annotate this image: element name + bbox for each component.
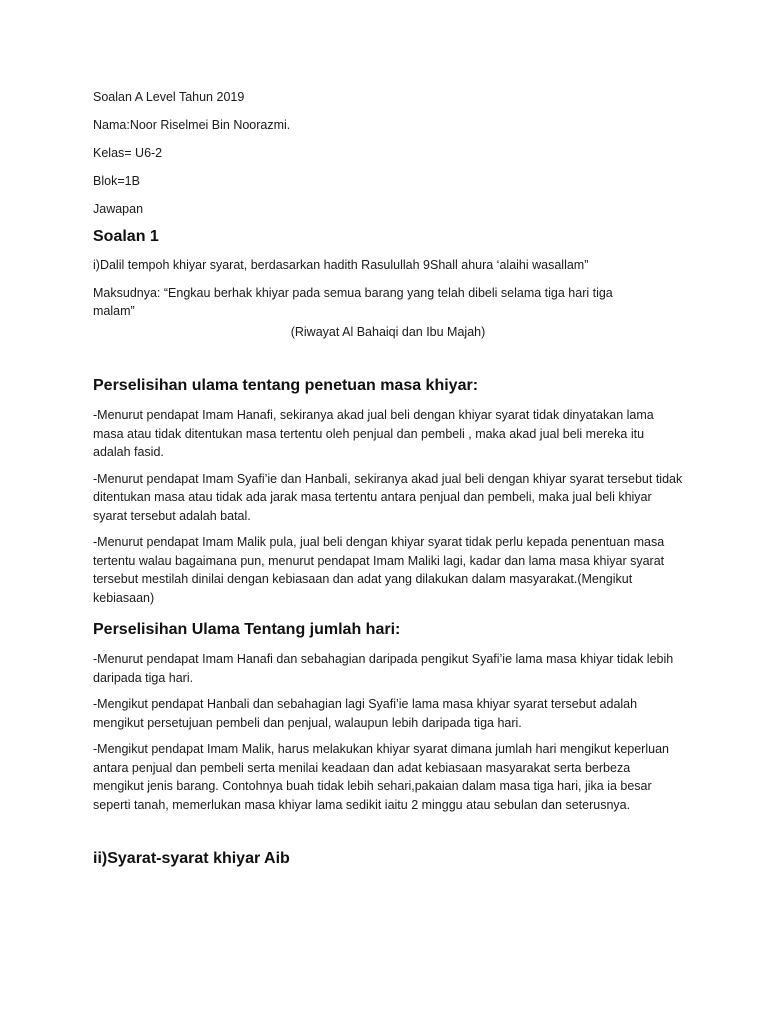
doc-title: Soalan A Level Tahun 2019 [93,90,245,104]
student-name: Nama:Noor Riselmei Bin Noorazmi. [93,118,291,132]
maksud-paragraph: Maksudnya: “Engkau berhak khiyar pada semua barang yang telah dibeli selama tiga hari tiga malam” [93,285,613,318]
document-body [93,88,683,870]
student-block: Blok=1B [93,174,140,188]
riwayat-citation: (Riwayat Al Bahaiqi dan Ibu Majah) [290,324,486,339]
answer-label: Jawapan [93,202,144,216]
heading-masa-khiyar: Perselisihan ulama tentang penetuan masa khiyar: [93,377,479,394]
heading-khiyar-aib: ii)Syarat-syarat khiyar Aib [93,850,290,867]
hari-paragraph-1: -Menurut pendapat Imam Hanafi dan sebahagian daripada pengikut Syafi’ie lama masa khiyar tidak lebih daripada tiga hari. [93,652,674,685]
hari-paragraph-3: -Mengikut pendapat Imam Malik, harus melakukan khiyar syarat dimana jumlah hari mengikut keperluan antara penjual dan pembeli serta menilai keadaan dan adat kebiasaan masyarakat serta berbeza mengikut jenis barang. Contohnya buah tidak lebih sehari,pakaian dalam masa tiga hari, jika ia besar seperti tanah, memerlukan masa khiyar lama sedikit iaitu 2 minggu atau sebulan dan seterusnya. [93,742,669,812]
student-class: Kelas= U6-2 [93,146,163,160]
dalil-paragraph: i)Dalil tempoh khiyar syarat, berdasarkan hadith Rasulullah 9Shall ahura ‘alaihi wasallam” [93,258,589,272]
heading-soalan-1: Soalan 1 [93,228,159,245]
masa-paragraph-1: -Menurut pendapat Imam Hanafi, sekiranya akad jual beli dengan khiyar syarat tidak dinyatakan lama masa atau tidak ditentukan masa tertentu oleh penjual dan pembeli , maka akad jual beli mereka itu adalah fasid. [93,408,654,459]
masa-paragraph-3: -Menurut pendapat Imam Malik pula, jual beli dengan khiyar syarat tidak perlu kepada penentuan masa tertentu walau bagaimana pun, menurut pendapat Imam Maliki lagi, kadar dan lama masa khiyar syarat tersebut mestilah dinilai dengan kebiasaan dan adat yang dilakukan dalam masyarakat.(Mengikut kebiasaan) [93,535,665,605]
heading-jumlah-hari: Perselisihan Ulama Tentang jumlah hari: [93,621,401,638]
hari-paragraph-2: -Mengikut pendapat Hanbali dan sebahagian lagi Syafi’ie lama masa khiyar syarat tersebut adalah mengikut persetujuan pembeli dan penjual, walaupun lebih daripada tiga hari. [93,697,638,730]
masa-paragraph-2: -Menurut pendapat Imam Syafi’ie dan Hanbali, sekiranya akad jual beli dengan khiyar syarat tersebut tidak ditentukan masa atau tidak ada jarak masa tertentu antara penjual dan pembeli, maka jual beli khiyar syarat tersebut adalah batal. [93,471,683,523]
